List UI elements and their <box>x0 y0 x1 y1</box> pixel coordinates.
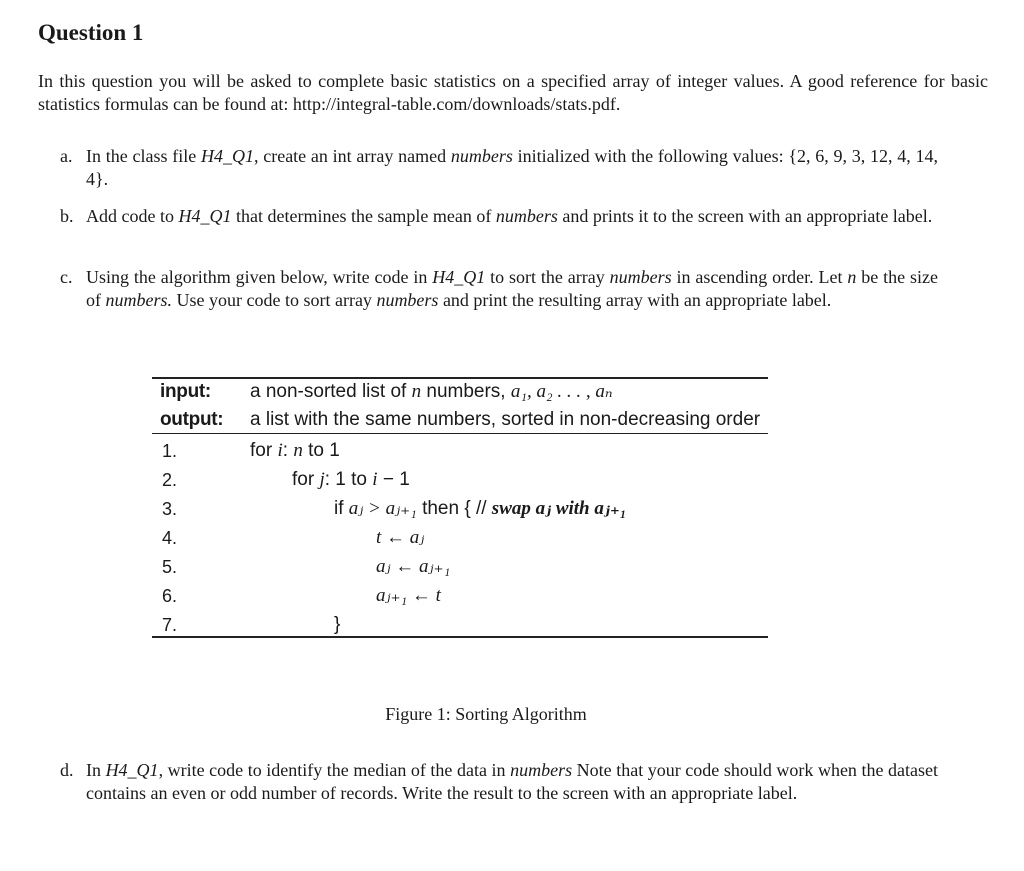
item-body <box>86 205 938 228</box>
algo-line-5: aⱼ ← aⱼ₊₁ <box>376 556 451 577</box>
list-item-b <box>60 205 938 228</box>
swap-comment: swap aⱼ with aⱼ₊₁ <box>491 498 627 519</box>
output-label: output: <box>160 409 224 430</box>
table-rule-top <box>152 377 768 379</box>
text: initialized with the following values: <box>512 146 789 166</box>
line-number: 7. <box>162 615 178 635</box>
output-text: a list with the same numbers, sorted in non-decreasing order <box>250 409 761 430</box>
text: − 1 <box>382 469 410 490</box>
class-name: H4_Q1 <box>105 760 159 780</box>
text: Note that your code should work when the dataset contains an even or odd number of records. Write the result to the screen with an appropriate label. <box>86 760 939 803</box>
text: , create an int array named <box>253 146 451 166</box>
text: a non-sorted list of <box>250 381 407 402</box>
algo-line-4: t ← aⱼ <box>376 527 425 548</box>
math-sequence: a₁, a₂ . . . , aₙ <box>510 381 613 402</box>
item-label: d. <box>60 760 74 780</box>
list-item-a <box>60 145 938 191</box>
question-title: Question 1 <box>38 20 144 45</box>
line-number: 6. <box>162 586 178 606</box>
math-variable: n <box>847 267 857 287</box>
text: Use your code to sort array <box>172 290 377 310</box>
algo-line-7: } <box>334 614 341 635</box>
text: In <box>86 760 106 780</box>
text: Add code to <box>86 206 179 226</box>
text: that determines the sample mean of <box>231 206 496 226</box>
text: for <box>250 440 273 461</box>
item-label: b. <box>60 206 74 226</box>
item-label: a. <box>60 146 73 166</box>
text: to 1 <box>308 440 340 461</box>
text: , write code to identify the median of the data in <box>158 760 511 780</box>
math-condition: aⱼ > aⱼ₊₁ <box>348 498 417 519</box>
class-name: H4_Q1 <box>200 146 254 166</box>
math-variable: j <box>319 469 325 490</box>
variable-name: numbers <box>450 146 513 166</box>
algo-line-3 <box>334 497 626 521</box>
text: then { // <box>422 498 487 519</box>
list-item-d <box>60 759 938 805</box>
text: numbers, <box>426 381 506 402</box>
text: for <box>292 469 315 490</box>
intro-paragraph: In this question you will be asked to complete basic statistics on a specified array of integer values. A good reference for basic statistics formulas can be found at: http://integral-table.com/downloads/stats.pdf. <box>38 71 988 114</box>
variable-name: numbers <box>495 206 558 226</box>
input-text <box>250 380 613 404</box>
line-number: 4. <box>162 528 178 548</box>
class-name: H4_Q1 <box>432 267 486 287</box>
values-set: {2, 6, 9, 3, 12, 4, 14, 4}. <box>86 146 938 189</box>
variable-name: numbers. <box>105 290 172 310</box>
input-label: input: <box>160 381 211 402</box>
text: and prints it to the screen with an appropriate label. <box>557 206 933 226</box>
item-body <box>86 759 938 805</box>
algo-line-2 <box>292 468 410 492</box>
list-item-c <box>60 266 938 312</box>
variable-name: numbers <box>609 267 672 287</box>
text: Using the algorithm given below, write code in <box>86 267 433 287</box>
line-number: 1. <box>162 441 178 461</box>
math-variable: i <box>277 440 283 461</box>
line-number: 5. <box>162 557 178 577</box>
table-rule-mid <box>152 433 768 434</box>
text: be the size of <box>86 267 938 310</box>
sorting-algorithm-table <box>152 377 768 639</box>
math-variable: n <box>293 440 303 461</box>
class-name: H4_Q1 <box>178 206 232 226</box>
line-number: 3. <box>162 499 178 519</box>
text: in ascending order. Let <box>671 267 848 287</box>
table-rule-bottom <box>152 636 768 638</box>
item-body <box>86 266 938 312</box>
variable-name: numbers <box>376 290 439 310</box>
algo-line-1 <box>250 439 340 463</box>
text: : 1 to <box>324 469 367 490</box>
text: if <box>334 498 344 519</box>
variable-name: numbers <box>510 760 573 780</box>
text: and print the resulting array with an appropriate label. <box>438 290 832 310</box>
algo-line-6: aⱼ₊₁ ← t <box>376 585 441 606</box>
text: In the class file <box>86 146 201 166</box>
text: to sort the array <box>485 267 610 287</box>
figure-caption: Figure 1: Sorting Algorithm <box>385 704 587 724</box>
item-label: c. <box>60 267 73 287</box>
math-variable: i <box>372 469 378 490</box>
text: : <box>282 440 289 461</box>
math-variable: n <box>411 381 422 402</box>
item-body <box>86 145 938 191</box>
line-number: 2. <box>162 470 178 490</box>
